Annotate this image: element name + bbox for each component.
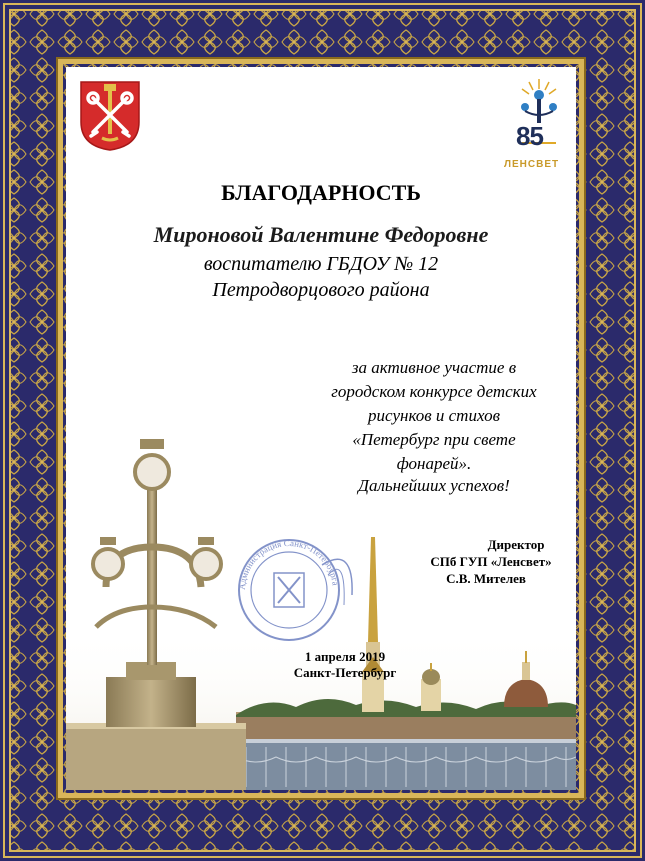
signature-org: СПб ГУП «Ленсвет» xyxy=(430,554,552,569)
reason-line: за активное участие в xyxy=(351,358,517,377)
logo-name: ЛЕНСВЕТ xyxy=(504,159,560,170)
issue-date-block xyxy=(280,649,410,681)
position-line: воспитателю ГБДОУ № 12 xyxy=(203,253,439,275)
stamp-ring-text: Администрация Санкт-Петербурга xyxy=(236,537,341,591)
issue-date: 1 апреля 2019 xyxy=(304,649,386,664)
wish-text: Дальнейших успехов! xyxy=(358,476,510,495)
position-line: Петродворцового района xyxy=(212,279,430,301)
reason-line: фонарей». xyxy=(396,454,472,473)
reason-line: «Петербург при свете xyxy=(352,430,516,449)
signature-title: Директор xyxy=(487,537,545,552)
recipient-position xyxy=(66,251,576,303)
lensvet-85-logo xyxy=(502,77,576,170)
reason-line: городском конкурсе детских xyxy=(331,382,537,401)
certificate-paper xyxy=(66,67,576,790)
signature-block xyxy=(376,536,576,587)
coat-of-arms-icon xyxy=(79,80,141,152)
award-reason xyxy=(304,356,564,476)
logo-number: 85 xyxy=(516,121,543,151)
signature-name: С.В. Мителев xyxy=(446,571,526,586)
issue-city: Санкт-Петербург xyxy=(293,665,397,680)
reason-line: рисунков и стихов xyxy=(368,406,500,425)
official-stamp-icon xyxy=(234,535,364,645)
recipient-name: Мироновой Валентине Федоровне xyxy=(153,222,489,247)
certificate-title: БЛАГОДАРНОСТЬ xyxy=(221,180,421,205)
